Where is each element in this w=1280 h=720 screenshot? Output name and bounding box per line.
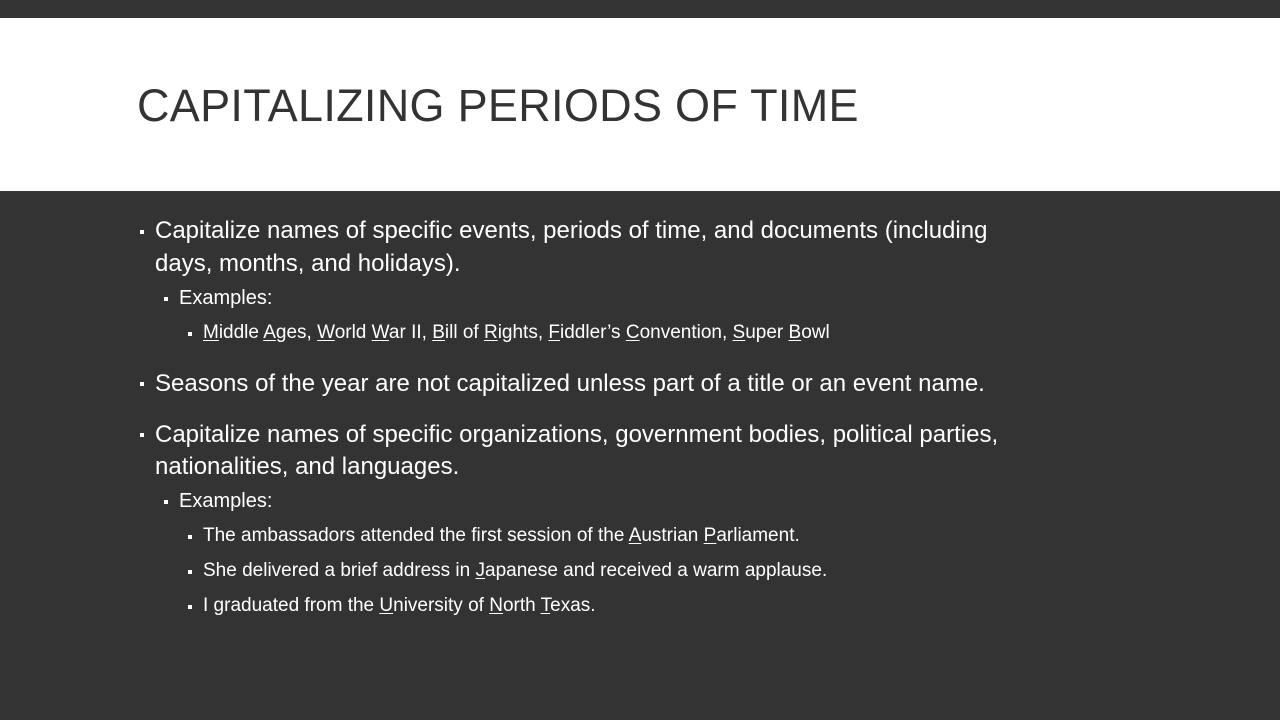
- bullet-3-examples-label: Examples:: [179, 490, 273, 512]
- example-seg: N: [489, 595, 503, 616]
- example-seg: W: [371, 322, 389, 343]
- example-seg: R: [483, 322, 498, 343]
- example-seg: owl: [801, 322, 830, 343]
- bullet-marker: [140, 433, 144, 437]
- example-seg: arliament.: [716, 525, 800, 546]
- example-seg: ustrian: [641, 525, 704, 546]
- example-seg: B: [432, 322, 445, 343]
- example-seg: P: [703, 525, 717, 546]
- example-seg: exas.: [550, 595, 596, 616]
- bullet-marker: [140, 230, 144, 234]
- bullet-1-line-1: Capitalize names of specific events, periods of time, and documents (including: [155, 217, 988, 244]
- example-seg: apanese and received a warm applause.: [485, 560, 828, 581]
- example-seg: niversity of: [393, 595, 490, 616]
- bullet-3-example-2: [203, 558, 827, 584]
- bullet-3-line-2: nationalities, and languages.: [155, 453, 460, 480]
- example-seg: J: [475, 560, 485, 581]
- example-seg: ill of: [444, 322, 484, 343]
- bullet-3-line-1: Capitalize names of specific organizations, government bodies, political parties,: [155, 421, 999, 448]
- example-seg: I graduated from the: [203, 595, 380, 616]
- example-seg: S: [732, 322, 746, 343]
- example-seg: T: [540, 595, 551, 616]
- bullet-1-line-2: days, months, and holidays).: [155, 250, 461, 277]
- bullet-marker: [188, 605, 192, 609]
- bullet-3-example-1: [203, 523, 800, 549]
- example-seg: U: [379, 595, 394, 616]
- example-seg: The ambassadors attended the first session of the: [203, 525, 629, 546]
- example-seg: orld: [334, 322, 372, 343]
- example-seg: She delivered a brief address in: [203, 560, 476, 581]
- bullet-1-examples-label: Examples:: [179, 287, 273, 309]
- example-seg: uper: [745, 322, 789, 343]
- example-seg: iddle: [218, 322, 264, 343]
- example-seg: W: [317, 322, 335, 343]
- example-seg: C: [625, 322, 640, 343]
- example-seg: A: [628, 525, 642, 546]
- example-seg: ges,: [275, 322, 318, 343]
- bullet-marker: [164, 297, 168, 301]
- bullet-marker: [140, 382, 144, 386]
- bullet-marker: [188, 535, 192, 539]
- bullet-marker: [164, 500, 168, 504]
- example-seg: onvention,: [639, 322, 733, 343]
- bullet-3-example-3: [203, 593, 596, 619]
- bullet-marker: [188, 332, 192, 336]
- example-seg: ights,: [497, 322, 549, 343]
- bullet-marker: [188, 570, 192, 574]
- example-seg: orth: [502, 595, 541, 616]
- example-seg: iddler’s: [560, 322, 626, 343]
- example-seg: ar II,: [388, 322, 433, 343]
- example-seg: F: [548, 322, 560, 343]
- example-seg: M: [203, 322, 219, 343]
- slide-title: CAPITALIZING PERIODS OF TIME: [137, 80, 859, 131]
- bullet-1-example-1: [203, 320, 830, 346]
- bullet-2-line-1: Seasons of the year are not capitalized unless part of a title or an event name.: [155, 370, 985, 397]
- example-seg: A: [263, 322, 276, 343]
- example-seg: B: [788, 322, 802, 343]
